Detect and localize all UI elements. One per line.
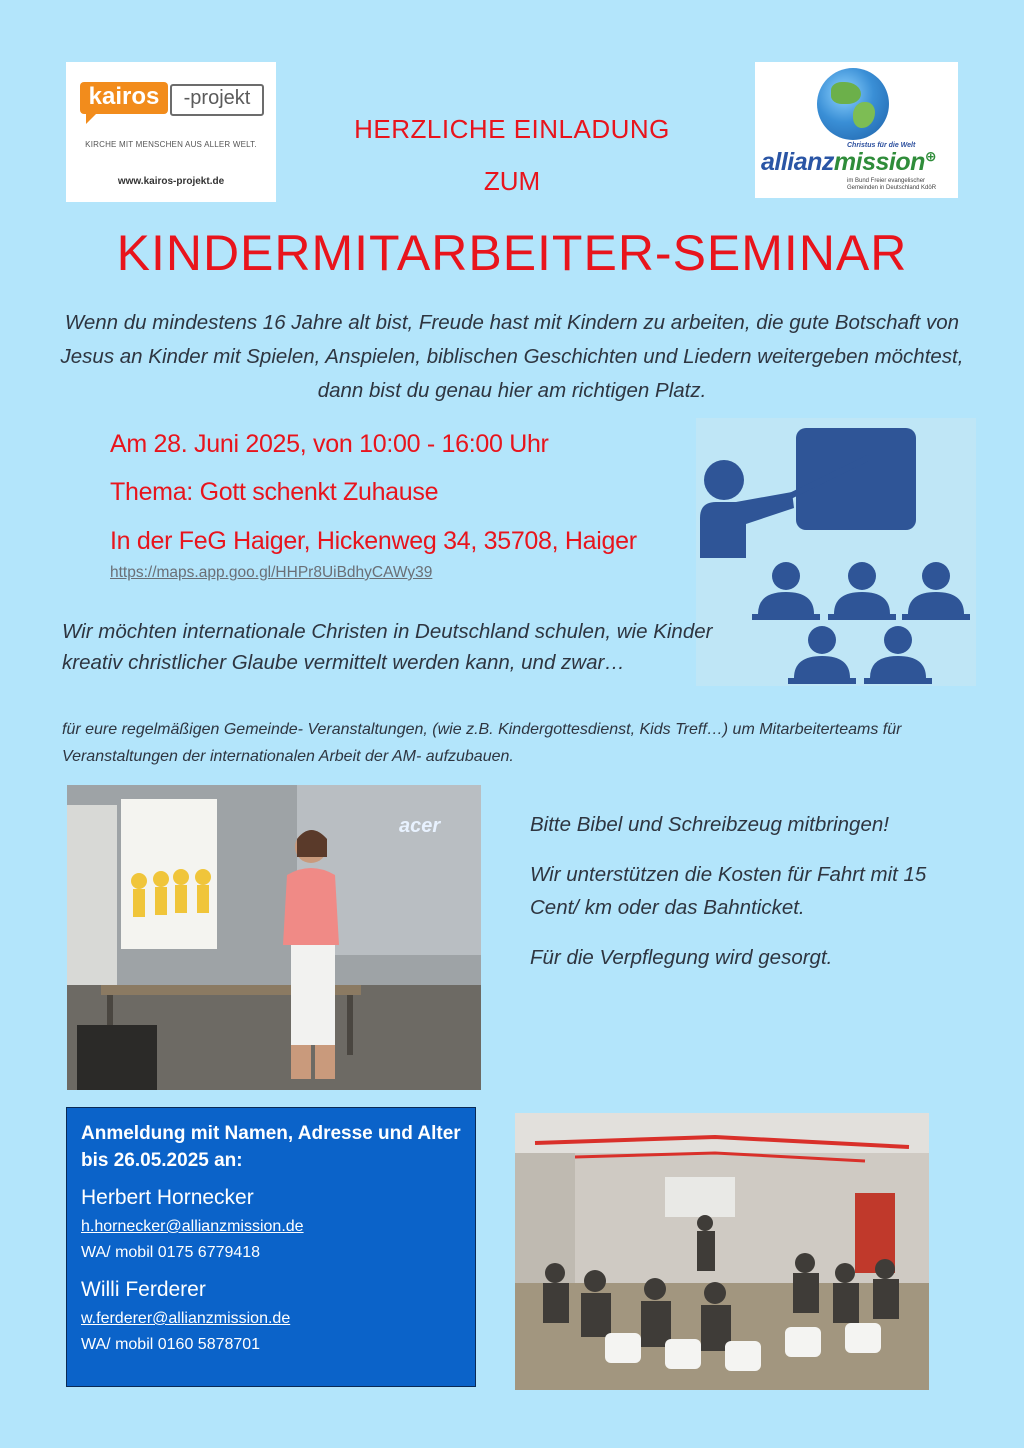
contact-name: Willi Ferderer — [81, 1278, 206, 1301]
goal-text: Wir möchten internationale Christen in Deutschland schulen, wie Kinder kreativ christlicher Glaube vermittelt werden kann, und zwar… — [62, 620, 713, 674]
maps-link[interactable]: https://maps.app.goo.gl/HHPr8UiBdhyCAWy39 — [110, 564, 433, 581]
kairos-url[interactable]: www.kairos-projekt.de — [117, 176, 225, 187]
allianz-motto: Christus für die Welt — [847, 142, 916, 149]
invite-heading-zum: ZUM — [483, 166, 541, 196]
contact-email[interactable]: h.hornecker@allianzmission.de — [81, 1218, 304, 1235]
kairos-logo — [66, 62, 276, 202]
event-date: Am 28. Juni 2025, von 10:00 - 16:00 Uhr — [110, 430, 549, 458]
invite-heading: HERZLICHE EINLADUNG — [354, 114, 670, 144]
note-costs: Wir unterstützen die Kosten für Fahrt mit 15 Cent/ km oder das Bahnticket. — [530, 863, 927, 919]
kairos-badge — [80, 82, 168, 114]
cross-icon: ⊕ — [924, 148, 937, 164]
contact-email[interactable]: w.ferderer@allianzmission.de — [81, 1310, 291, 1327]
globe-land — [831, 82, 861, 104]
board-shape — [796, 428, 916, 530]
page-title: KINDERMITARBEITER-SEMINAR — [116, 225, 908, 281]
seminar-group-photo — [515, 1113, 929, 1390]
event-place: In der FeG Haiger, Hickenweg 34, 35708, Haiger — [110, 527, 637, 555]
kairos-badge-text: kairos — [88, 83, 160, 110]
note-bring: Bitte Bibel und Schreibzeug mitbringen! — [530, 813, 889, 836]
presenter-photo — [67, 785, 481, 1090]
purpose-text: für eure regelmäßigen Gemeinde- Veranstaltungen, (wie z.B. Kindergottesdienst, Kids Treff…) um Mitarbeiterteams für Veranstaltungen der internationalen Arbeit der AM- aufzubauen. — [62, 721, 902, 765]
kairos-speech-tail — [86, 114, 96, 124]
allianz-name-part1: allianz — [761, 148, 834, 176]
kairos-tagline: KIRCHE MIT MENSCHEN AUS ALLER WELT. — [85, 140, 257, 149]
globe-icon — [817, 68, 889, 140]
seminar-group-photo-art — [515, 1113, 929, 1390]
acer-logo: acer — [399, 815, 441, 837]
note-food: Für die Verpflegung wird gesorgt. — [530, 946, 833, 969]
allianz-subline: im Bund Freier evangelischer Gemeinden in Deutschland KdöR — [847, 178, 937, 191]
allianz-name — [761, 148, 936, 177]
contact-name: Herbert Hornecker — [81, 1186, 254, 1209]
contact-phone: WA/ mobil 0175 6779418 — [81, 1244, 261, 1261]
intro-text: Wenn du mindestens 16 Jahre alt bist, Freude hast mit Kindern zu arbeiten, die gute Botschaft von Jesus an Kinder mit Spielen, Anspielen, biblischen Geschichten und Liedern weitergeben möchtest, dann bist du genau hier am richtigen Platz. — [60, 311, 964, 402]
globe-land — [853, 102, 875, 128]
teacher-head — [704, 460, 744, 500]
allianzmission-logo — [755, 62, 958, 198]
event-theme: Thema: Gott schenkt Zuhause — [110, 478, 439, 506]
kairos-suffix-box — [170, 84, 264, 116]
contact-phone: WA/ mobil 0160 5878701 — [81, 1336, 261, 1353]
registration-heading: Anmeldung mit Namen, Adresse und Alter bis 26.05.2025 an: — [81, 1123, 461, 1171]
notes — [530, 808, 950, 991]
allianz-name-part2: mission — [833, 148, 925, 176]
registration-box — [66, 1107, 476, 1387]
kairos-suffix-text: -projekt — [183, 87, 251, 109]
